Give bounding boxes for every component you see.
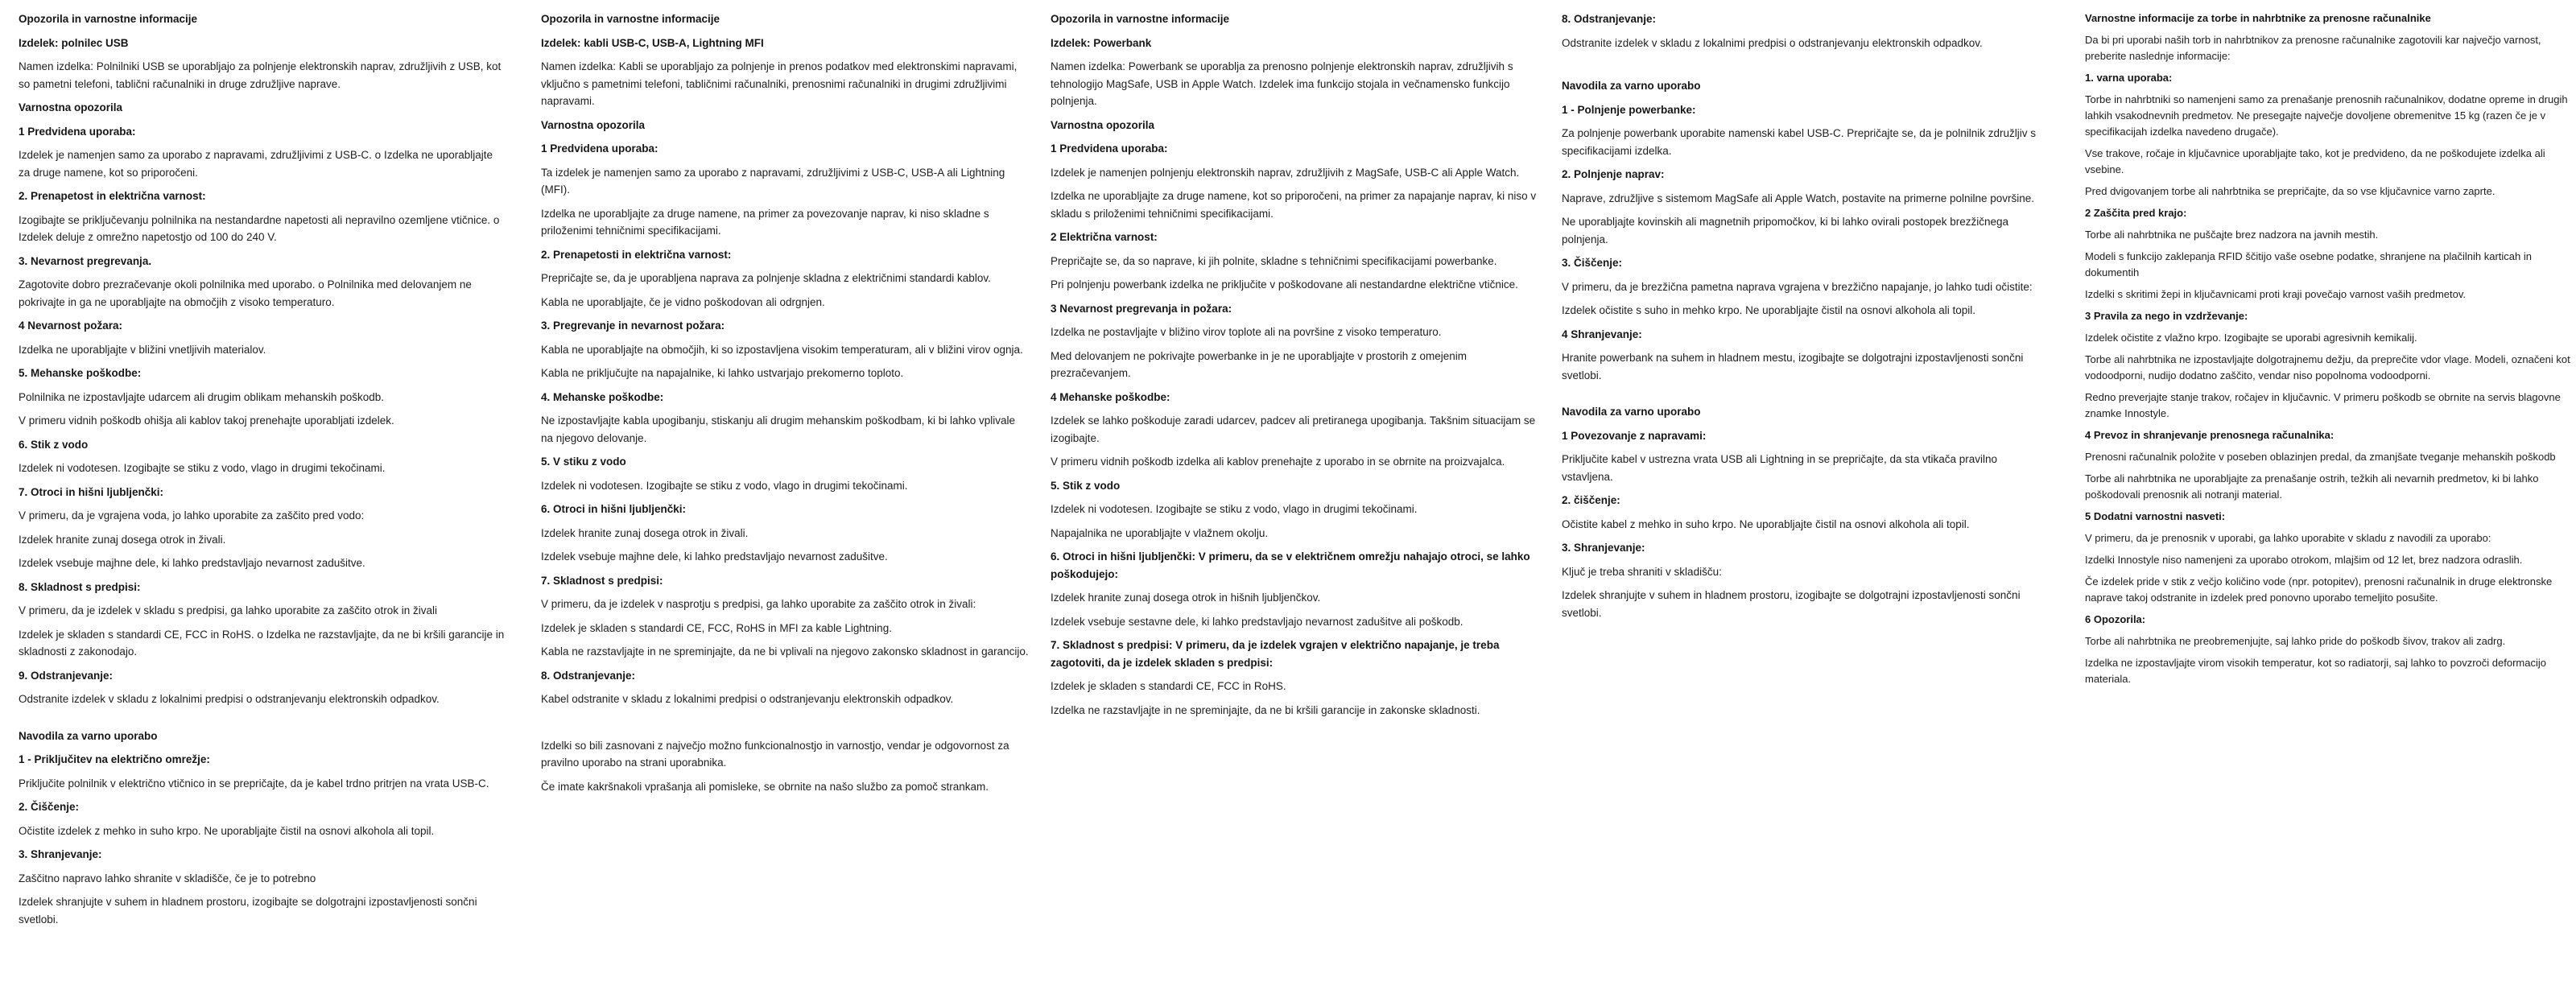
paragraph: Redno preverjajte stanje trakov, ročajev in ključavnic. V primeru poškodb se obrnite na servis blagovne znamke Innostyle.: [2085, 391, 2561, 419]
section-heading: 1 - Priključitev na električno omrežje:: [19, 753, 210, 765]
section-heading: 8. Odstranjevanje:: [1562, 13, 1657, 25]
paragraph: V primeru, da je vgrajena voda, jo lahko uporabite za zaščito pred vodo:: [19, 509, 365, 522]
paragraph: V primeru, da je izdelek v nasprotju s predpisi, ga lahko uporabite za zaščito otrok in živali:: [541, 598, 976, 610]
paragraph: Namen izdelka: Kabli se uporabljajo za polnjenje in prenos podatkov med elektronskimi napravami, vključno s pametnimi telefoni, tabličnimi računalniki, prenosnimi računalniki in drugimi združljivimi napravami.: [541, 60, 1018, 107]
section-heading: 6. Otroci in hišni ljubljenčki:: [541, 503, 687, 515]
section-heading: 2. čiščenje:: [1562, 494, 1620, 506]
section-heading: 4 Mehanske poškodbe:: [1051, 390, 1170, 403]
section-heading: 7. Skladnost s predpisi:: [541, 574, 663, 587]
paragraph: Očistite izdelek z mehko in suho krpo. Ne uporabljajte čistil na osnovi alkohola ali topil.: [19, 824, 435, 837]
section-heading: 1 - Polnjenje powerbanke:: [1562, 103, 1696, 116]
paragraph: Ta izdelek je namenjen samo za uporabo z napravami, združljivimi z USB-C, USB-A ali Lightning (MFI).: [541, 166, 1005, 196]
paragraph: Odstranite izdelek v skladu z lokalnimi predpisi o odstranjevanju elektronskih odpadkov.: [1562, 36, 1983, 49]
spacer: [1562, 58, 2050, 77]
section-heading: 7. Otroci in hišni ljubljenčki:: [19, 485, 164, 498]
paragraph: V primeru, da je izdelek v skladu s predpisi, ga lahko uporabite za zaščito otrok in živali: [19, 604, 438, 616]
paragraph: Izdelek ni vodotesen. Izogibajte se stiku z vodo, vlago in drugimi tekočinami.: [1051, 503, 1418, 515]
section-heading: 3. Čiščenje:: [1562, 257, 1623, 269]
section-heading: 5. Stik z vodo: [1051, 479, 1121, 492]
paragraph: Prepričajte se, da je uporabljena naprava za polnjenje skladna z električnimi standardi kablov.: [541, 272, 991, 284]
paragraph: Izdelek hranite zunaj dosega otrok in živali.: [19, 533, 226, 546]
spacer: [19, 715, 507, 728]
paragraph: Izdelek vsebuje majhne dele, ki lahko predstavljajo nevarnost zadušitve.: [541, 550, 888, 563]
paragraph: Izdelek je skladen s standardi CE, FCC, RoHS in MFI za kable Lightning.: [541, 621, 892, 634]
paragraph: Izdelki s skritimi žepi in ključavnicami proti kraji povečajo varnost vaših predmetov.: [2085, 288, 2466, 300]
section-heading: 2 Zaščita pred krajo:: [2085, 207, 2187, 219]
section-heading: 1 Predvidena uporaba:: [1051, 142, 1168, 155]
section-heading: 3. Nevarnost pregrevanja.: [19, 254, 152, 267]
section-heading: 2. Čiščenje:: [19, 801, 80, 813]
paragraph: Izdelek očistite z vlažno krpo. Izogibajte se uporabi agresivnih kemikalij.: [2085, 332, 2417, 344]
section-heading: 1 Predvidena uporaba:: [19, 125, 136, 138]
paragraph: Kabel odstranite v skladu z lokalnimi predpisi o odstranjevanju elektronskih odpadkov.: [541, 693, 954, 705]
section-heading: Varnostna opozorila: [541, 118, 646, 131]
paragraph: Naprave, združljive s sistemom MagSafe ali Apple Watch, postavite na primerne polnilne površine.: [1562, 192, 2035, 204]
paragraph: Izdelek očistite s suho in mehko krpo. Ne uporabljajte čistil na osnovi alkohola ali topil.: [1562, 304, 1976, 316]
paragraph: Kabla ne uporabljajte, če je vidno poškodovan ali odrgnjen.: [541, 295, 825, 308]
paragraph: Izdelka ne izpostavljajte virom visokih temperatur, kot so radiatorji, saj lahko to povzroči deformacijo materiala.: [2085, 657, 2546, 685]
section-heading: 3. Shranjevanje:: [1562, 542, 1645, 554]
paragraph: Izdelka ne postavljajte v bližino virov toplote ali na površine z visoko temperaturo.: [1051, 326, 1442, 338]
paragraph: Izdelek shranjujte v suhem in hladnem prostoru, izogibajte se dolgotrajni izpostavljenosti sončni svetlobi.: [1562, 589, 2021, 619]
paragraph: Izdelka ne uporabljajte v bližini vnetljivih materialov.: [19, 343, 266, 356]
paragraph: V primeru, da je prenosnik v uporabi, ga lahko uporabite v skladu z navodili za uporabo:: [2085, 532, 2491, 544]
paragraph: Izdelek je namenjen polnjenju elektronskih naprav, združljivih z MagSafe, USB-C ali Apple Watch.: [1051, 166, 1520, 179]
paragraph: Izdelek hranite zunaj dosega otrok in hišnih ljubljenčkov.: [1051, 592, 1321, 604]
paragraph: Torbe ali nahrbtnika ne preobremenjujte, saj lahko pride do poškodb šivov, trakov ali zadrg.: [2085, 635, 2506, 647]
paragraph: Izdelek ni vodotesen. Izogibajte se stiku z vodo, vlago in drugimi tekočinami.: [19, 462, 386, 474]
paragraph: Ključ je treba shraniti v skladišču:: [1562, 565, 1722, 578]
paragraph: Izdelek je skladen s standardi CE, FCC in RoHS.: [1051, 680, 1286, 692]
section-heading: Opozorila in varnostne informacije: [19, 13, 198, 25]
column-powerbank-warnings: [1051, 10, 1539, 725]
paragraph: Če imate kakršnakoli vprašanja ali pomisleke, se obrnite na našo službo za pomoč strankam.: [541, 780, 989, 793]
paragraph: Torbe ali nahrbtnika ne izpostavljajte dolgotrajnemu dežju, da preprečite vdor vlage. Modeli, označeni kot vodoodporni, nudijo dodatno zaščito, vendar niso popolnoma vodoodporni.: [2085, 353, 2570, 381]
section-heading: Opozorila in varnostne informacije: [541, 13, 720, 25]
paragraph: Izdelek je skladen s standardi CE, FCC in RoHS. o Izdelka ne razstavljajte, da ne bi kršili garancije in skladnosti z zakonodajo.: [19, 628, 505, 658]
paragraph: Pri polnjenju powerbank izdelka ne priključite v poškodovane ali nestandardne električne vtičnice.: [1051, 278, 1518, 291]
section-heading: Izdelek: kabli USB-C, USB-A, Lightning MFI: [541, 36, 764, 49]
section-heading: 3 Nevarnost pregrevanja in požara:: [1051, 302, 1232, 315]
paragraph: Da bi pri uporabi naših torb in nahrbtnikov za prenosne računalnike zagotovili kar največjo varnost, preberite naslednje informacije:: [2085, 34, 2541, 62]
section-heading: 6. Otroci in hišni ljubljenčki: V primeru, da se v električnem omrežju nahajajo otroci, se lahko poškodujejo:: [1051, 550, 1530, 580]
paragraph: Izdelek ni vodotesen. Izogibajte se stiku z vodo, vlago in drugimi tekočinami.: [541, 479, 908, 492]
section-heading: 5 Dodatni varnostni nasveti:: [2085, 510, 2226, 522]
section-heading: Varnostna opozorila: [19, 101, 123, 113]
section-heading: Izdelek: Powerbank: [1051, 36, 1152, 49]
section-heading: Varnostne informacije za torbe in nahrbtnike za prenosne računalnike: [2085, 12, 2431, 24]
section-heading: Opozorila in varnostne informacije: [1051, 13, 1230, 25]
paragraph: Izdelki Innostyle niso namenjeni za uporabo otrokom, mlajšim od 12 let, brez nadzora odraslih.: [2085, 554, 2523, 566]
paragraph: Zaščitno napravo lahko shranite v skladišče, če je to potrebno: [19, 872, 316, 884]
paragraph: Za polnjenje powerbank uporabite namenski kabel USB-C. Prepričajte se, da je polnilnik združljiv s specifikacijami izdelka.: [1562, 127, 2037, 157]
section-heading: 6. Stik z vodo: [19, 438, 89, 451]
section-heading: 4 Nevarnost požara:: [19, 320, 123, 332]
paragraph: Izdelek se lahko poškoduje zaradi udarcev, padcev ali pretiranega upogibanja. Takšnim situacijam se izogibajte.: [1051, 414, 1536, 444]
paragraph: Izdelek shranjujte v suhem in hladnem prostoru, izogibajte se dolgotrajni izpostavljenosti sončni svetlobi.: [19, 896, 477, 926]
section-heading: 4 Prevoz in shranjevanje prenosnega računalnika:: [2085, 429, 2334, 441]
paragraph: Izogibajte se priključevanju polnilnika na nestandardne napetosti ali nepravilno ozemljene vtičnice. o Izdelek deluje z omrežno napetostjo od 100 do 240 V.: [19, 213, 500, 243]
section-heading: 3. Pregrevanje in nevarnost požara:: [541, 320, 725, 332]
section-heading: Navodila za varno uporabo: [1562, 80, 1701, 92]
paragraph: Polnilnika ne izpostavljajte udarcem ali drugim oblikam mehanskih poškodb.: [19, 390, 384, 403]
paragraph: Izdelki so bili zasnovani z največjo možno funkcionalnostjo in varnostjo, vendar je odgovornost za pravilno uporabo na strani uporabnika.: [541, 739, 1009, 769]
paragraph: Izdelek vsebuje majhne dele, ki lahko predstavljajo nevarnost zadušitve.: [19, 557, 365, 569]
paragraph: V primeru vidnih poškodb ohišja ali kablov takoj prenehajte uporabljati izdelek.: [19, 414, 394, 427]
section-heading: 5. Mehanske poškodbe:: [19, 367, 142, 379]
paragraph: Torbe in nahrbtniki so namenjeni samo za prenašanje prenosnih računalnikov, dodatne opreme in drugih lahkih vsakodnevnih predmetov. Ne presegajte največje dovoljene obremenitve 15 kg (razen če je v specifikacijah izdelka navedeno drugače).: [2085, 93, 2568, 138]
paragraph: Če izdelek pride v stik z večjo količino vode (npr. potopitev), prenosni računalnik in druge elektronske naprave takoj odstranite in izdelek pred ponovno uporabo temeljito posušite.: [2085, 575, 2553, 604]
paragraph: Vse trakove, ročaje in ključavnice uporabljajte tako, kot je predvideno, da ne poškodujete izdelka ali vsebine.: [2085, 147, 2545, 175]
paragraph: Izdelka ne razstavljajte in ne spreminjajte, da ne bi kršili garancije in zakonske skladnosti.: [1051, 703, 1480, 716]
section-heading: 2. Prenapetosti in električna varnost:: [541, 248, 732, 261]
section-heading: Navodila za varno uporabo: [19, 729, 158, 742]
section-heading: 6 Opozorila:: [2085, 613, 2146, 625]
section-heading: 2. Prenapetost in električna varnost:: [19, 190, 206, 202]
paragraph: Napajalnika ne uporabljajte v vlažnem okolju.: [1051, 526, 1269, 539]
section-heading: 7. Skladnost s predpisi: V primeru, da je izdelek vgrajen v električno napajanje, je treba zagotoviti, da je izdelek skladen s predpisi:: [1051, 639, 1500, 669]
paragraph: Izdelek je namenjen samo za uporabo z napravami, združljivimi z USB-C. o Izdelka ne uporabljajte za druge namene, kot so priporočeni.: [19, 149, 493, 179]
section-heading: 2. Polnjenje naprav:: [1562, 168, 1665, 180]
paragraph: Namen izdelka: Polnilniki USB se uporabljajo za polnjenje elektronskih naprav, združljivih z USB, kot so pametni telefoni, tablični računalniki in druge združljive naprave.: [19, 60, 502, 90]
paragraph: Priključite kabel v ustrezna vrata USB ali Lightning in se prepričajte, da sta vtikača pravilno vstavljena.: [1562, 453, 1998, 483]
paragraph: Izdelek hranite zunaj dosega otrok in živali.: [541, 526, 749, 539]
section-heading: Navodila za varno uporabo: [1562, 406, 1701, 418]
paragraph: Modeli s funkcijo zaklepanja RFID ščitijo vaše osebne podatke, shranjene na plačilnih karticah in dokumentih: [2085, 250, 2532, 278]
paragraph: Očistite kabel z mehko in suho krpo. Ne uporabljajte čistil na osnovi alkohola ali topil.: [1562, 517, 1970, 530]
paragraph: V primeru, da je brezžična pametna naprava vgrajena v brezžično napajanje, jo lahko tudi očistite:: [1562, 280, 2033, 293]
section-heading: 3 Pravila za nego in vzdrževanje:: [2085, 310, 2248, 322]
paragraph: Priključite polnilnik v električno vtičnico in se prepričajte, da je kabel trdno pritrjen na vrata USB-C.: [19, 777, 489, 790]
section-heading: 8. Odstranjevanje:: [541, 669, 636, 682]
paragraph: Izdelka ne uporabljajte za druge namene, kot so priporočeni, na primer za napajanje naprav, ki niso v skladu s priloženimi tehničnimi specifikacijami.: [1051, 190, 1537, 220]
column-laptop-bags-safety: [2085, 10, 2574, 693]
paragraph: Odstranite izdelek v skladu z lokalnimi predpisi o odstranjevanju elektronskih odpadkov.: [19, 693, 440, 705]
column-powerbank-cables-usage: [1562, 10, 2050, 628]
section-heading: Varnostna opozorila: [1051, 118, 1155, 131]
section-heading: 1. varna uporaba:: [2085, 72, 2173, 84]
paragraph: Prenosni računalnik položite v poseben oblazinjen predal, da zmanjšate tveganje mehanskih poškodb: [2085, 451, 2556, 463]
section-heading: 9. Odstranjevanje:: [19, 669, 114, 682]
spacer: [541, 715, 1030, 737]
paragraph: Ne izpostavljajte kabla upogibanju, stiskanju ali drugim mehanskim poškodbam, ki bi lahko vplivale na njegovo delovanje.: [541, 414, 1016, 444]
paragraph: Med delovanjem ne pokrivajte powerbanke in je ne uporabljajte v prostorih z omejenim prezračevanjem.: [1051, 349, 1468, 379]
column-usb-charger-warnings: [19, 10, 507, 934]
section-heading: 5. V stiku z vodo: [541, 456, 626, 468]
column-cables-warnings: [541, 10, 1030, 802]
paragraph: V primeru vidnih poškodb izdelka ali kablov prenehajte z uporabo in se obrnite na proizvajalca.: [1051, 456, 1505, 468]
paragraph: Torbe ali nahrbtnika ne puščajte brez nadzora na javnih mestih.: [2085, 229, 2379, 241]
section-heading: 3. Shranjevanje:: [19, 848, 102, 860]
section-heading: 1 Predvidena uporaba:: [541, 142, 658, 155]
paragraph: Namen izdelka: Powerbank se uporablja za prenosno polnjenje elektronskih naprav, združljivih s tehnologijo MagSafe, USB in Apple Watch. Izdelek ima funkcijo stojala in večnamensko funkcijo polnjenja.: [1051, 60, 1513, 107]
paragraph: Kabla ne priključujte na napajalnike, ki lahko ustvarjajo prekomerno toploto.: [541, 367, 904, 379]
paragraph: Prepričajte se, da so naprave, ki jih polnite, skladne s tehničnimi specifikacijami powerbanke.: [1051, 254, 1497, 267]
paragraph: Torbe ali nahrbtnika ne uporabljajte za prenašanje ostrih, težkih ali nevarnih predmetov, ki bi lahko poškodovali prenosnik ali notranji material.: [2085, 472, 2539, 501]
section-heading: 4. Mehanske poškodbe:: [541, 390, 664, 403]
paragraph: Hranite powerbank na suhem in hladnem mestu, izogibajte se dolgotrajni izpostavljenosti sončni svetlobi.: [1562, 352, 2024, 381]
section-heading: 1 Povezovanje z napravami:: [1562, 429, 1707, 442]
paragraph: Izdelek vsebuje sestavne dele, ki lahko predstavljajo nevarnost zadušitve ali poškodb.: [1051, 615, 1463, 628]
paragraph: Kabla ne razstavljajte in ne spreminjajte, da ne bi vplivali na njegovo zakonsko skladnost in garancijo.: [541, 645, 1029, 658]
paragraph: Ne uporabljajte kovinskih ali magnetnih pripomočkov, ki bi lahko ovirali postopek brezžičnega polnjenja.: [1562, 216, 2009, 245]
spacer: [1562, 390, 2050, 403]
paragraph: Zagotovite dobro prezračevanje okoli polnilnika med uporabo. o Polnilnika med delovanjem ne pokrivajte in ga ne uporabljajte na območjih z visoko temperaturo.: [19, 278, 472, 308]
paragraph: Pred dvigovanjem torbe ali nahrbtnika se prepričajte, da so vse ključavnice varno zaprte.: [2085, 185, 2496, 197]
section-heading: 8. Skladnost s predpisi:: [19, 580, 141, 593]
section-heading: 2 Električna varnost:: [1051, 231, 1158, 243]
section-heading: Izdelek: polnilec USB: [19, 36, 129, 49]
paragraph: Kabla ne uporabljajte na območjih, ki so izpostavljena visokim temperaturam, ali v bližini virov ognja.: [541, 343, 1023, 356]
section-heading: 4 Shranjevanje:: [1562, 328, 1642, 340]
paragraph: Izdelka ne uporabljajte za druge namene, na primer za povezovanje naprav, ki niso skladne s priloženimi tehničnimi specifikacijami.: [541, 207, 989, 237]
